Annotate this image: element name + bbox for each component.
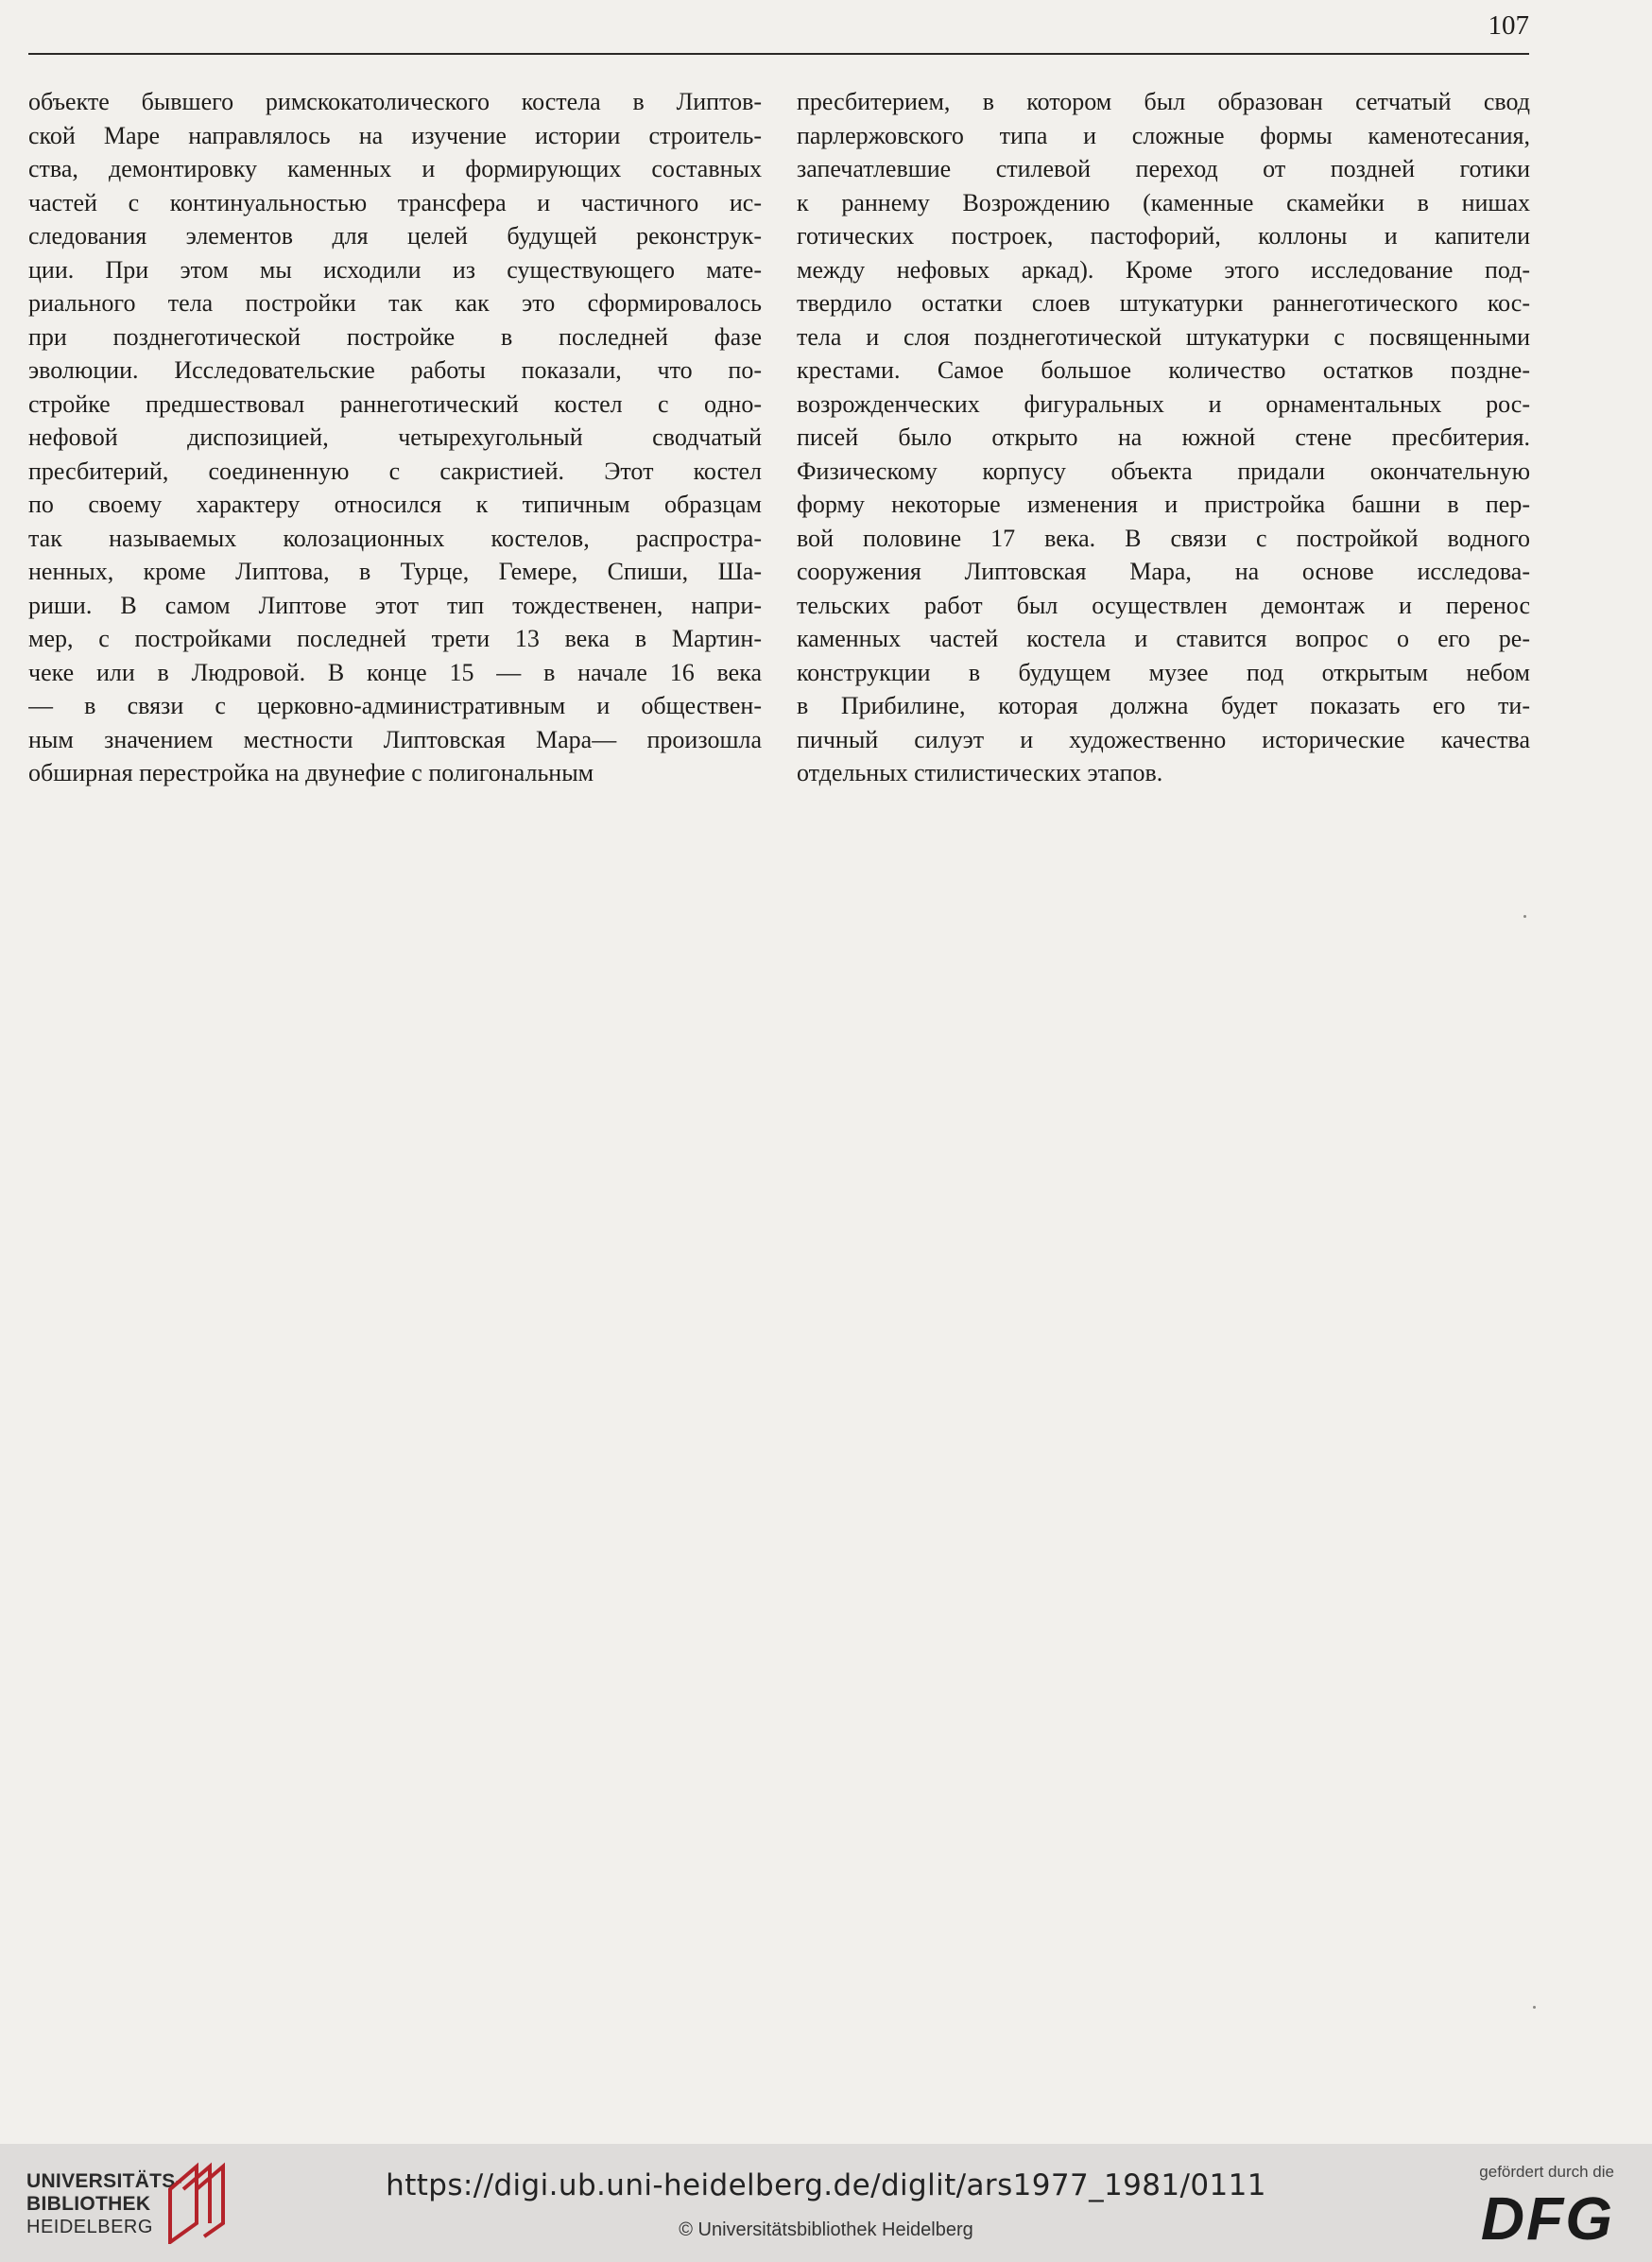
- text-line: пресбитерием, в котором был образован сетчатый свод: [797, 88, 1530, 115]
- text-line: конструкции в будущем музее под открытым небом: [797, 658, 1530, 686]
- text-line: писей было открыто на южной стене пресбитерия.: [797, 423, 1530, 451]
- text-line: парлержовского типа и сложные формы каменотесания,: [797, 121, 1530, 149]
- text-line: следования элементов для целей будущей реконструк-: [28, 222, 762, 250]
- header-rule: [28, 53, 1529, 55]
- text-line: нефовой диспозицией, четырехугольный сводчатый: [28, 423, 762, 451]
- text-line: по своему характеру относился к типичным образцам: [28, 491, 762, 518]
- text-line: каменных частей костела и ставится вопрос о его ре-: [797, 625, 1530, 652]
- text-line: тельских работ был осуществлен демонтаж и перенос: [797, 591, 1530, 619]
- dfg-logo[interactable]: DFG: [1480, 2184, 1614, 2253]
- library-name-line3: HEIDELBERG: [26, 2217, 153, 2237]
- text-line: ства, демонтировку каменных и формирующих составных: [28, 155, 762, 182]
- scan-speck: [1523, 915, 1526, 918]
- text-line: сооружения Липтовская Мара, на основе исследова-: [797, 558, 1530, 585]
- text-line: ции. При этом мы исходили из существующего мате-: [28, 255, 762, 284]
- text-line: тела и слоя позднеготической штукатурки с посвященными: [797, 322, 1530, 351]
- permalink-url[interactable]: https://digi.ub.uni-heidelberg.de/diglit/ars1977_1981/0111: [386, 2168, 1266, 2202]
- text-line: отдельных стилистических этапов.: [797, 759, 1163, 786]
- text-column-right: [797, 85, 1530, 790]
- text-line: стройке предшествовал раннеготический костел с одно-: [28, 389, 762, 418]
- text-line: твердило остатки слоев штукатурки раннеготического кос-: [797, 289, 1530, 317]
- library-name-line2: BIBLIOTHEK: [26, 2193, 151, 2215]
- text-line: в Прибилине, которая должна будет показать его ти-: [797, 692, 1530, 719]
- text-line: ненных, кроме Липтова, в Турце, Гемере, Спиши, Ша-: [28, 558, 762, 585]
- page-number: 107: [1488, 10, 1529, 41]
- text-line: так называемых колозационных костелов, распростра-: [28, 524, 762, 552]
- text-line: к раннему Возрождению (каменные скамейки в нишах: [797, 188, 1530, 216]
- text-line: вой половине 17 века. В связи с постройкой водного: [797, 524, 1530, 552]
- text-line: риши. В самом Липтове этот тип тождественен, напри-: [28, 591, 762, 619]
- copyright-notice: © Universitätsbibliothek Heidelberg: [679, 2219, 973, 2240]
- text-line: форму некоторые изменения и пристройка башни в пер-: [797, 491, 1530, 518]
- text-line: возрожденческих фигуральных и орнаментальных рос-: [797, 389, 1530, 418]
- funder-caption: gefördert durch die: [1479, 2163, 1614, 2181]
- text-line: при позднеготической постройке в последней фазе: [28, 322, 762, 351]
- text-line: риального тела постройки так как это сформировалось: [28, 289, 762, 317]
- text-line: готических построек, пастофорий, коллоны и капители: [797, 222, 1530, 250]
- text-line: Физическому корпусу объекта придали окончательную: [797, 457, 1530, 485]
- text-line: пичный силуэт и художественно исторические качества: [797, 725, 1530, 753]
- text-line: частей с континуальностью трансфера и частичного ис-: [28, 188, 762, 216]
- text-line: мер, с постройками последней трети 13 века в Мартин-: [28, 625, 762, 652]
- text-column-left: [28, 85, 762, 790]
- text-line: пресбитерий, соединенную с сакристией. Этот костел: [28, 457, 762, 485]
- text-line: запечатлевшие стилевой переход от поздней готики: [797, 155, 1530, 182]
- text-line: обширная перестройка на двунефие с полигональным: [28, 759, 594, 786]
- text-line: эволюции. Исследовательские работы показали, что по-: [28, 356, 762, 384]
- text-line: крестами. Самое большое количество остатков поздне-: [797, 356, 1530, 384]
- library-name-line1: UNIVERSITÄTS-: [26, 2170, 182, 2192]
- digitization-footer: [0, 2144, 1652, 2262]
- text-line: чеке или в Людровой. В конце 15 — в начале 16 века: [28, 658, 762, 686]
- text-line: — в связи с церковно-административным и обществен-: [28, 692, 762, 719]
- text-line: ным значением местности Липтовская Мара— произошла: [28, 725, 762, 753]
- text-line: между нефовых аркад). Кроме этого исследование под-: [797, 255, 1530, 284]
- text-line: ской Маре направлялось на изучение истории строитель-: [28, 121, 762, 149]
- text-line: объекте бывшего римскокатолического костела в Липтов-: [28, 88, 762, 115]
- scan-speck: [1533, 2006, 1536, 2009]
